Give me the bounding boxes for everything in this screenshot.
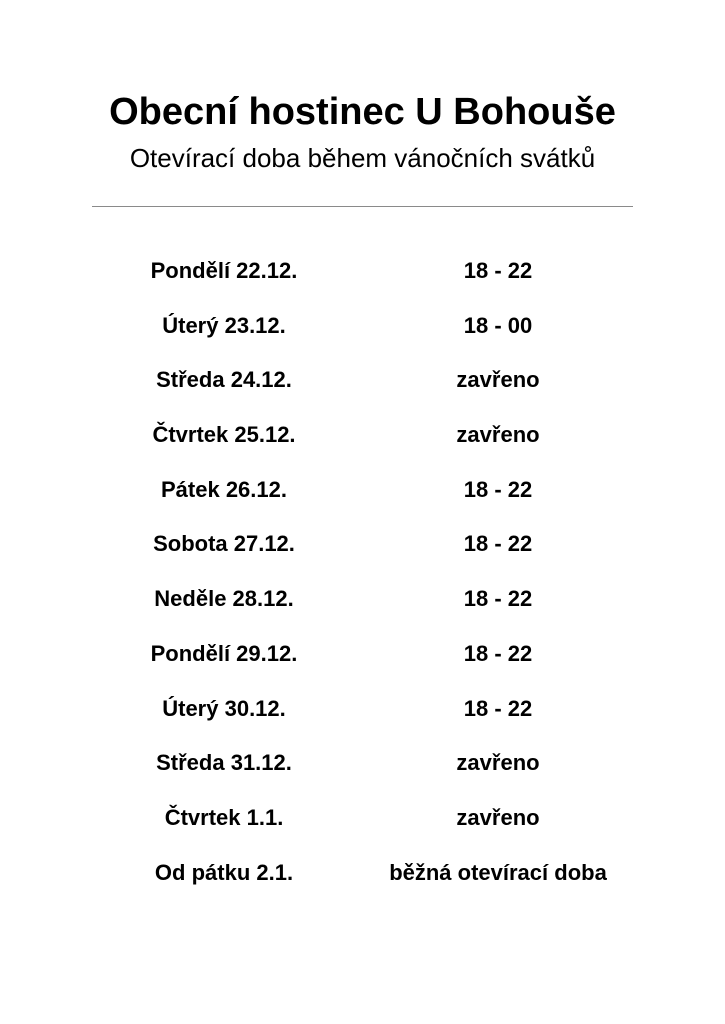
schedule-hours: 18 - 22 bbox=[463, 586, 533, 612]
schedule-day: Úterý 23.12. bbox=[162, 312, 286, 338]
schedule-hours: 18 - 00 bbox=[463, 312, 533, 338]
schedule-hours: zavřeno bbox=[456, 422, 540, 448]
schedule-hours: 18 - 22 bbox=[463, 531, 533, 557]
schedule-row bbox=[0, 682, 725, 737]
schedule-day: Pátek 26.12. bbox=[161, 476, 287, 502]
schedule-day: Pondělí 29.12. bbox=[150, 640, 298, 666]
schedule-day: Čtvrtek 25.12. bbox=[152, 422, 296, 448]
schedule-hours: 18 - 22 bbox=[463, 476, 533, 502]
schedule-day: Pondělí 22.12. bbox=[150, 258, 298, 283]
schedule-hours: zavřeno bbox=[456, 750, 540, 776]
schedule-row bbox=[0, 463, 725, 518]
schedule-row bbox=[0, 572, 725, 627]
schedule-day: Úterý 30.12. bbox=[162, 695, 286, 721]
schedule-row bbox=[0, 244, 725, 299]
schedule-hours: zavřeno bbox=[456, 804, 540, 830]
schedule-row bbox=[0, 299, 725, 354]
schedule-hours: běžná otevírací doba bbox=[389, 859, 607, 885]
schedule-day: Čtvrtek 1.1. bbox=[164, 804, 284, 830]
page-subtitle: Otevírací doba během vánočních svátků bbox=[129, 143, 596, 173]
schedule-hours: zavřeno bbox=[456, 367, 540, 393]
page-title: Obecní hostinec U Bohouše bbox=[109, 91, 616, 133]
schedule-row bbox=[0, 627, 725, 682]
schedule-hours: 18 - 22 bbox=[463, 640, 533, 666]
schedule-day: Sobota 27.12. bbox=[153, 531, 295, 557]
schedule-row bbox=[0, 791, 725, 846]
schedule-row bbox=[0, 353, 725, 408]
schedule-row bbox=[0, 846, 725, 901]
schedule-row bbox=[0, 408, 725, 463]
schedule-day: Středa 31.12. bbox=[156, 750, 292, 776]
schedule-hours: 18 - 22 bbox=[463, 695, 533, 721]
schedule-day: Středa 24.12. bbox=[156, 367, 292, 393]
schedule-hours: 18 - 22 bbox=[463, 258, 533, 283]
divider-line bbox=[92, 206, 633, 207]
schedule-day: Neděle 28.12. bbox=[154, 586, 294, 612]
opening-hours-table bbox=[0, 244, 725, 900]
schedule-day: Od pátku 2.1. bbox=[154, 859, 294, 885]
schedule-row bbox=[0, 517, 725, 572]
schedule-row bbox=[0, 736, 725, 791]
